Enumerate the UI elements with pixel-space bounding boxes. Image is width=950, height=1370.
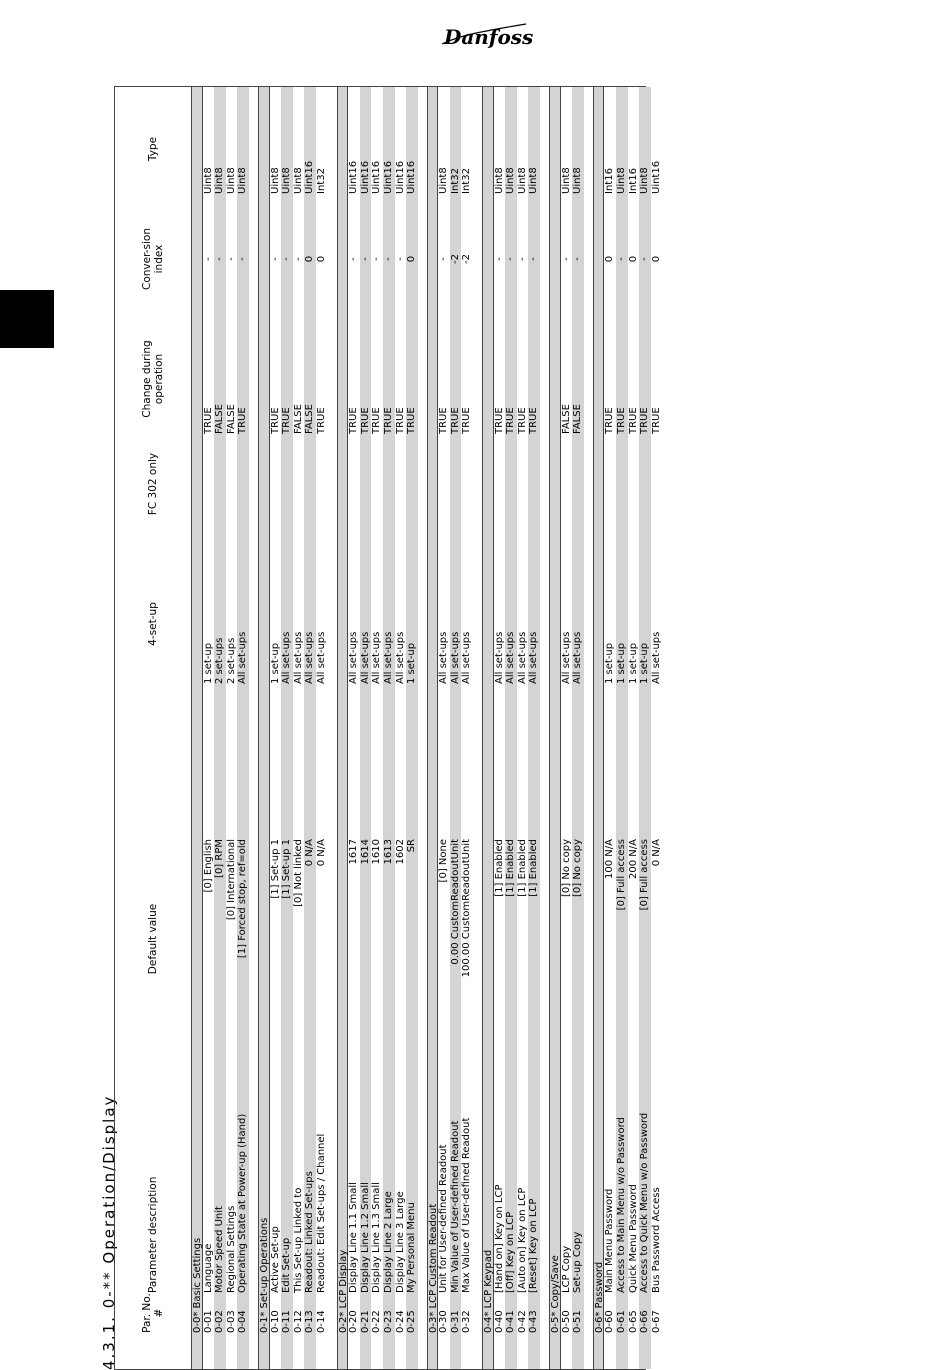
table-row [406, 87, 418, 1369]
parameter-table [114, 86, 662, 1370]
change-cell: TRUE [449, 407, 461, 434]
conversion-index-cell: - [359, 257, 371, 261]
conversion-index-cell: - [269, 257, 281, 261]
change-cell: TRUE [359, 407, 371, 434]
table-row [360, 87, 372, 1369]
default-value-cell: 100.00 CustomReadoutUnit [461, 839, 473, 978]
par-no-cell: 0-40 [493, 1310, 505, 1333]
change-cell: TRUE [382, 407, 394, 434]
table-header [115, 87, 191, 1369]
setup-cell: All set-ups [438, 631, 450, 684]
setup-cell: 1 set-up [639, 642, 651, 684]
setup-cell: All set-ups [281, 631, 293, 684]
table-row [438, 87, 450, 1369]
conversion-index-cell: - [292, 257, 304, 261]
conversion-index-cell: - [371, 257, 383, 261]
description-cell: My Personal Menu [406, 1202, 418, 1293]
setup-cell: All set-ups [371, 631, 383, 684]
table-row [639, 87, 651, 1369]
group-title: 0-5* Copy/Save [550, 1255, 562, 1333]
default-value-cell: [0] None [438, 839, 450, 883]
type-cell: Uint8 [560, 167, 572, 194]
par-no-cell: 0-30 [438, 1310, 450, 1333]
group-spacer [328, 87, 337, 1369]
table-row [348, 87, 360, 1369]
setup-cell: All set-ups [505, 631, 517, 684]
type-cell: Uint8 [202, 167, 214, 194]
conversion-index-cell: - [528, 257, 540, 261]
svg-text:Danfoss: Danfoss [444, 25, 534, 49]
par-no-cell: 0-24 [394, 1310, 406, 1333]
description-cell: Readout: Edit Set-ups / Channel [315, 1133, 327, 1293]
conversion-index-cell: - [394, 257, 406, 261]
change-cell: TRUE [461, 407, 473, 434]
group-header-row [258, 87, 270, 1369]
par-no-cell: 0-42 [516, 1310, 528, 1333]
fc302-cell [438, 444, 450, 524]
par-no-cell: 0-11 [281, 1310, 293, 1333]
par-no-cell: 0-43 [528, 1310, 540, 1333]
par-no-cell: 0-23 [382, 1310, 394, 1333]
group-spacer [249, 87, 258, 1369]
default-value-cell: 0 N/A [650, 839, 662, 867]
setup-cell: All set-ups [493, 631, 505, 684]
type-cell: Uint8 [516, 167, 528, 194]
default-value-cell: [1] Set-up 1 [281, 839, 293, 899]
par-no-cell: 0-20 [348, 1310, 360, 1333]
fc302-cell [226, 444, 238, 524]
setup-cell: All set-ups [382, 631, 394, 684]
table-row [651, 87, 663, 1369]
table-row [214, 87, 226, 1369]
group-title: 0-1* Set-up Operations [258, 1217, 270, 1333]
type-cell: Int32 [461, 168, 473, 194]
type-cell: Uint8 [616, 167, 627, 194]
setup-cell: 1 set-up [202, 642, 214, 684]
fc302-cell [505, 444, 517, 524]
default-value-cell: [0] International [225, 839, 237, 921]
description-cell: Bus Password Access [650, 1187, 662, 1293]
header-description: Parameter description [147, 1176, 159, 1293]
default-value-cell: [1] Enabled [528, 839, 540, 897]
default-value-cell: [0] No copy [572, 839, 584, 898]
change-cell: TRUE [528, 407, 540, 434]
conversion-index-cell: 0 [650, 255, 662, 263]
fc302-cell [293, 444, 305, 524]
type-cell: Uint8 [225, 167, 237, 194]
fc302-cell [616, 444, 628, 524]
table-row [528, 87, 540, 1369]
change-cell: TRUE [315, 407, 327, 434]
description-cell: Quick Menu Password [627, 1184, 639, 1293]
header-conversion-index: Conver-sion index [141, 228, 165, 290]
setup-cell: 1 set-up [269, 642, 281, 684]
change-cell: FALSE [292, 404, 304, 434]
fc302-cell [383, 444, 395, 524]
fc302-cell [461, 444, 473, 524]
type-cell: Int32 [449, 168, 461, 194]
description-cell: [Off] Key on LCP [505, 1211, 517, 1293]
setup-cell: 1 set-up [616, 642, 627, 684]
default-value-cell: 1613 [382, 839, 394, 865]
par-no-cell: 0-10 [269, 1310, 281, 1333]
default-value-cell: [1] Enabled [516, 839, 528, 897]
table-row [281, 87, 293, 1369]
group-title: 0-0* Basic Settings [192, 1237, 203, 1333]
change-cell: TRUE [639, 407, 651, 434]
header-par-no: Par. No. # [141, 1293, 165, 1333]
group-spacer [540, 87, 549, 1369]
table-row [203, 87, 215, 1369]
conversion-index-cell: - [438, 257, 450, 261]
group-header-row [482, 87, 494, 1369]
default-value-cell: [1] Forced stop, ref=old [237, 839, 249, 959]
type-cell: Uint16 [304, 160, 316, 194]
table-row [517, 87, 529, 1369]
default-value-cell: [0] Not linked [292, 839, 304, 907]
group-title: 0-2* LCP Display [337, 1249, 349, 1333]
change-cell: TRUE [516, 407, 528, 434]
type-cell: Uint8 [572, 167, 584, 194]
type-cell: Uint16 [359, 160, 371, 194]
default-value-cell: 100 N/A [604, 839, 616, 879]
par-no-cell: 0-25 [406, 1310, 418, 1333]
setup-cell: All set-ups [359, 631, 371, 684]
par-no-cell: 0-22 [371, 1310, 383, 1333]
description-cell: [Hand on] Key on LCP [493, 1184, 505, 1293]
type-cell: Int32 [315, 168, 327, 194]
type-cell: Uint16 [348, 160, 360, 194]
description-cell: Language [202, 1243, 214, 1293]
group-spacer [418, 87, 427, 1369]
default-value-cell: 0 N/A [304, 839, 316, 867]
setup-cell: All set-ups [394, 631, 406, 684]
conversion-index-cell: -2 [461, 254, 473, 264]
description-cell: Min Value of User-defined Readout [449, 1120, 461, 1293]
fc302-cell [561, 444, 573, 524]
description-cell: [Reset] Key on LCP [528, 1198, 540, 1293]
par-no-cell: 0-32 [461, 1310, 473, 1333]
change-cell: TRUE [616, 407, 627, 434]
fc302-cell [214, 444, 226, 524]
header-change-during-operation: Change during operation [141, 340, 165, 418]
default-value-cell: [0] English [202, 839, 214, 893]
fc302-cell [281, 444, 293, 524]
change-cell: TRUE [202, 407, 214, 434]
fc302-cell [639, 444, 651, 524]
default-value-cell: [0] RPM [214, 839, 226, 878]
change-cell: TRUE [237, 407, 249, 434]
par-no-cell: 0-60 [604, 1310, 616, 1333]
change-cell: TRUE [348, 407, 360, 434]
conversion-index-cell: - [493, 257, 505, 261]
conversion-index-cell: - [225, 257, 237, 261]
fc302-cell [395, 444, 407, 524]
fc302-cell [270, 444, 282, 524]
par-no-cell: 0-67 [650, 1310, 662, 1333]
table-row [450, 87, 462, 1369]
table-row [572, 87, 584, 1369]
setup-cell: All set-ups [237, 631, 249, 684]
change-cell: FALSE [225, 404, 237, 434]
type-cell: Int16 [627, 168, 639, 194]
description-cell: Display Line 1.2 Small [359, 1182, 371, 1293]
fc302-cell [628, 444, 640, 524]
change-cell: FALSE [560, 404, 572, 434]
par-no-cell: 0-04 [237, 1310, 249, 1333]
fc302-cell [494, 444, 506, 524]
table-row [604, 87, 616, 1369]
type-cell: Uint8 [237, 167, 249, 194]
description-cell: Edit Set-up [281, 1237, 293, 1293]
conversion-index-cell: - [560, 257, 572, 261]
description-cell: This Set-up Linked to [292, 1187, 304, 1293]
fc302-cell [604, 444, 616, 524]
default-value-cell: 0.00 CustomReadoutUnit [449, 839, 461, 965]
conversion-index-cell: - [616, 257, 627, 261]
setup-cell: All set-ups [304, 631, 316, 684]
fc302-cell [517, 444, 529, 524]
par-no-cell: 0-65 [627, 1310, 639, 1333]
group-header-row [337, 87, 349, 1369]
default-value-cell: 0 N/A [315, 839, 327, 867]
default-value-cell: SR [406, 839, 418, 853]
default-value-cell: 1617 [348, 839, 360, 865]
setup-cell: 2 set-ups [225, 637, 237, 684]
table-row [383, 87, 395, 1369]
section-title: 4.3.1. 0-** Operation/Display [100, 1094, 118, 1370]
type-cell: Uint8 [269, 167, 281, 194]
conversion-index-cell: - [572, 257, 584, 261]
default-value-cell: [1] Enabled [493, 839, 505, 897]
par-no-cell: 0-66 [639, 1310, 651, 1333]
fc302-cell [203, 444, 215, 524]
par-no-cell: 0-13 [304, 1310, 316, 1333]
type-cell: Uint16 [394, 160, 406, 194]
default-value-cell: 1614 [359, 839, 371, 865]
table-row [316, 87, 328, 1369]
conversion-index-cell: - [348, 257, 360, 261]
description-cell: Display Line 1.1 Small [348, 1182, 360, 1293]
table-body [191, 87, 662, 1369]
description-cell: LCP Copy [560, 1245, 572, 1293]
setup-cell: All set-ups [560, 631, 572, 684]
conversion-index-cell: - [214, 257, 226, 261]
group-header-row [549, 87, 561, 1369]
default-value-cell: 1610 [371, 839, 383, 865]
default-value-cell: [0] No copy [560, 839, 572, 898]
par-no-cell: 0-61 [616, 1310, 627, 1333]
fc302-cell [237, 444, 249, 524]
description-cell: Active Set-up [269, 1226, 281, 1293]
setup-cell: All set-ups [348, 631, 360, 684]
change-cell: TRUE [371, 407, 383, 434]
setup-cell: All set-ups [650, 631, 662, 684]
fc302-cell [360, 444, 372, 524]
description-cell: Display Line 3 Large [394, 1191, 406, 1293]
rotated-page-content [100, 80, 662, 1370]
change-cell: TRUE [281, 407, 293, 434]
description-cell: Max Value of User-defined Readout [461, 1117, 473, 1293]
change-cell: TRUE [493, 407, 505, 434]
description-cell: [Auto on] Key on LCP [516, 1187, 528, 1293]
par-no-cell: 0-02 [214, 1310, 226, 1333]
group-header-row [427, 87, 439, 1369]
default-value-cell: 200 N/A [627, 839, 639, 879]
header-default-value: Default value [147, 903, 159, 975]
default-value-cell: [1] Enabled [505, 839, 517, 897]
type-cell: Uint8 [438, 167, 450, 194]
table-row [628, 87, 640, 1369]
description-cell: Motor Speed Unit [214, 1206, 226, 1293]
conversion-index-cell: 0 [406, 255, 418, 263]
group-spacer [584, 87, 593, 1369]
danfoss-logo [438, 14, 534, 54]
chapter-tab [0, 290, 54, 348]
type-cell: Uint8 [493, 167, 505, 194]
default-value-cell: [0] Full access [639, 839, 651, 911]
description-cell: Readout: Linked Set-ups [304, 1171, 316, 1293]
par-no-cell: 0-31 [449, 1310, 461, 1333]
table-row [505, 87, 517, 1369]
description-cell: Regional Settings [225, 1205, 237, 1293]
fc302-cell [406, 444, 418, 524]
table-row [237, 87, 249, 1369]
setup-cell: 1 set-up [406, 642, 418, 684]
par-no-cell: 0-12 [292, 1310, 304, 1333]
group-header-row [593, 87, 605, 1369]
setup-cell: All set-ups [461, 631, 473, 684]
change-cell: TRUE [438, 407, 450, 434]
change-cell: TRUE [505, 407, 517, 434]
table-row [461, 87, 473, 1369]
description-cell: Operating State at Power-up (Hand) [237, 1113, 249, 1293]
conversion-index-cell: 0 [304, 255, 316, 263]
header-fc302-only: FC 302 only [147, 452, 159, 516]
description-cell: Unit for User-defined Readout [438, 1144, 450, 1293]
conversion-index-cell: - [281, 257, 293, 261]
table-row [270, 87, 282, 1369]
type-cell: Int16 [604, 168, 616, 194]
table-row [561, 87, 573, 1369]
conversion-index-cell: 0 [604, 255, 616, 263]
type-cell: Uint8 [528, 167, 540, 194]
change-cell: FALSE [214, 404, 226, 434]
header-type: Type [147, 136, 159, 162]
change-cell: FALSE [304, 404, 316, 434]
conversion-index-cell: - [505, 257, 517, 261]
table-row [395, 87, 407, 1369]
table-row [226, 87, 238, 1369]
change-cell: TRUE [269, 407, 281, 434]
par-no-cell: 0-51 [572, 1310, 584, 1333]
type-cell: Uint8 [505, 167, 517, 194]
group-title: 0-4* LCP Keypad [483, 1249, 495, 1333]
conversion-index-cell: 0 [627, 255, 639, 263]
default-value-cell: [1] Set-up 1 [269, 839, 281, 899]
type-cell: Uint8 [639, 167, 651, 194]
fc302-cell [371, 444, 383, 524]
setup-cell: All set-ups [516, 631, 528, 684]
conversion-index-cell: - [516, 257, 528, 261]
group-header-row [191, 87, 203, 1369]
par-no-cell: 0-41 [505, 1310, 517, 1333]
type-cell: Uint16 [371, 160, 383, 194]
setup-cell: All set-ups [315, 631, 327, 684]
setup-cell: All set-ups [449, 631, 461, 684]
setup-cell: All set-ups [292, 631, 304, 684]
type-cell: Uint8 [292, 167, 304, 194]
type-cell: Uint8 [214, 167, 226, 194]
type-cell: Uint16 [650, 160, 662, 194]
type-cell: Uint16 [382, 160, 394, 194]
conversion-index-cell: 0 [315, 255, 327, 263]
change-cell: TRUE [394, 407, 406, 434]
fc302-cell [651, 444, 663, 524]
table-row [371, 87, 383, 1369]
fc302-cell [528, 444, 540, 524]
par-no-cell: 0-50 [560, 1310, 572, 1333]
par-no-cell: 0-03 [225, 1310, 237, 1333]
setup-cell: 1 set-up [604, 642, 616, 684]
type-cell: Uint16 [406, 160, 418, 194]
setup-cell: All set-ups [528, 631, 540, 684]
default-value-cell: [0] Full access [616, 839, 627, 911]
description-cell: Set-up Copy [572, 1231, 584, 1293]
change-cell: TRUE [406, 407, 418, 434]
par-no-cell: 0-21 [359, 1310, 371, 1333]
table-row [494, 87, 506, 1369]
par-no-cell: 0-14 [315, 1310, 327, 1333]
default-value-cell: 1602 [394, 839, 406, 865]
group-spacer [473, 87, 482, 1369]
par-no-cell: 0-01 [202, 1310, 214, 1333]
setup-cell: All set-ups [572, 631, 584, 684]
change-cell: TRUE [604, 407, 616, 434]
group-title: 0-3* LCP Custom Readout [427, 1203, 439, 1333]
description-cell: Main Menu Password [604, 1188, 616, 1293]
table-row [304, 87, 316, 1369]
header-4-set-up: 4-set-up [147, 602, 159, 646]
group-title: 0-6* Password [593, 1261, 605, 1333]
conversion-index-cell: - [237, 257, 249, 261]
change-cell: FALSE [572, 404, 584, 434]
description-cell: Display Line 2 Large [382, 1191, 394, 1293]
setup-cell: 2 set-ups [214, 637, 226, 684]
change-cell: TRUE [650, 407, 662, 434]
setup-cell: 1 set-up [627, 642, 639, 684]
type-cell: Uint8 [281, 167, 293, 194]
fc302-cell [348, 444, 360, 524]
fc302-cell [572, 444, 584, 524]
description-cell: Access to Quick Menu w/o Password [639, 1112, 651, 1293]
table-row [293, 87, 305, 1369]
fc302-cell [304, 444, 316, 524]
conversion-index-cell: - [639, 257, 651, 261]
fc302-cell [316, 444, 328, 524]
conversion-index-cell: - [202, 257, 214, 261]
fc302-cell [450, 444, 462, 524]
description-cell: Access to Main Menu w/o Password [616, 1117, 627, 1293]
conversion-index-cell: -2 [449, 254, 461, 264]
change-cell: TRUE [627, 407, 639, 434]
table-row [616, 87, 628, 1369]
description-cell: Display Line 1.3 Small [371, 1182, 383, 1293]
conversion-index-cell: - [382, 257, 394, 261]
